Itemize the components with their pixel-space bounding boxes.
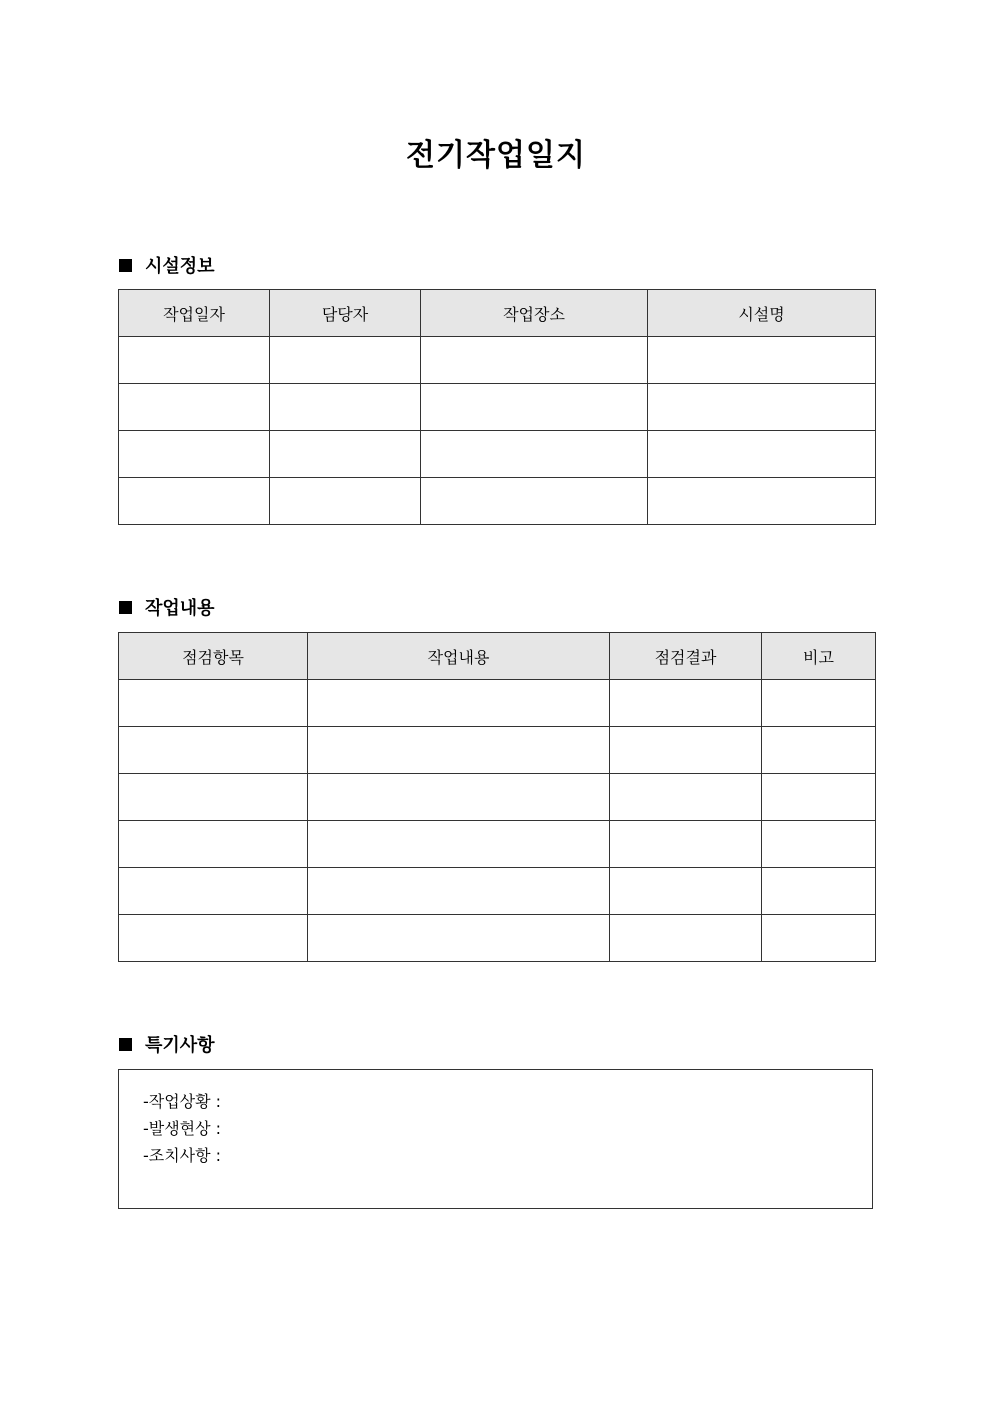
facility-section-heading (119, 252, 215, 278)
table-cell[interactable] (270, 337, 421, 384)
table-cell[interactable] (119, 478, 270, 525)
table-cell[interactable] (270, 431, 421, 478)
table-cell[interactable] (421, 337, 648, 384)
table-cell[interactable] (119, 915, 308, 962)
table-cell[interactable] (119, 431, 270, 478)
work-section-title: 작업내용 (145, 598, 215, 619)
table-cell[interactable] (762, 727, 876, 774)
column-header-inspection-result: 점검결과 (610, 633, 762, 680)
table-cell[interactable] (308, 774, 610, 821)
column-header-work-date: 작업일자 (119, 290, 270, 337)
facility-table (118, 289, 876, 525)
table-cell[interactable] (119, 727, 308, 774)
table-row (119, 337, 876, 384)
table-cell[interactable] (421, 478, 648, 525)
table-cell[interactable] (610, 821, 762, 868)
table-row (119, 680, 876, 727)
table-cell[interactable] (119, 774, 308, 821)
table-cell[interactable] (421, 384, 648, 431)
table-cell[interactable] (648, 431, 876, 478)
column-header-facility-name: 시설명 (648, 290, 876, 337)
square-bullet-icon (119, 1038, 132, 1051)
column-header-work-content: 작업내용 (308, 633, 610, 680)
square-bullet-icon (119, 601, 132, 614)
table-cell[interactable] (119, 384, 270, 431)
table-row (119, 727, 876, 774)
table-row (119, 868, 876, 915)
table-header-row (119, 633, 876, 680)
table-cell[interactable] (610, 915, 762, 962)
table-row (119, 431, 876, 478)
table-row (119, 915, 876, 962)
column-header-inspection-item: 점검항목 (119, 633, 308, 680)
table-cell[interactable] (270, 384, 421, 431)
table-cell[interactable] (308, 915, 610, 962)
facility-section-title: 시설정보 (145, 256, 215, 277)
table-row (119, 384, 876, 431)
table-cell[interactable] (762, 821, 876, 868)
notes-section-title: 특기사항 (145, 1035, 215, 1056)
table-cell[interactable] (762, 915, 876, 962)
page-title: 전기작업일지 (406, 138, 586, 173)
note-line-work-status: -작업상황 : (143, 1092, 222, 1111)
table-row (119, 821, 876, 868)
table-cell[interactable] (648, 478, 876, 525)
table-cell[interactable] (270, 478, 421, 525)
table-cell[interactable] (762, 774, 876, 821)
square-bullet-icon (119, 259, 132, 272)
table-cell[interactable] (308, 727, 610, 774)
column-header-work-location: 작업장소 (421, 290, 648, 337)
notes-box[interactable] (118, 1069, 873, 1209)
work-table (118, 632, 876, 962)
table-cell[interactable] (610, 680, 762, 727)
note-line-occurrence: -발생현상 : (143, 1119, 222, 1138)
table-cell[interactable] (762, 868, 876, 915)
table-cell[interactable] (119, 680, 308, 727)
table-cell[interactable] (610, 868, 762, 915)
column-header-manager: 담당자 (270, 290, 421, 337)
table-cell[interactable] (308, 680, 610, 727)
note-line-action-taken: -조치사항 : (143, 1146, 222, 1165)
table-cell[interactable] (648, 337, 876, 384)
table-cell[interactable] (421, 431, 648, 478)
table-cell[interactable] (308, 868, 610, 915)
table-cell[interactable] (610, 727, 762, 774)
column-header-remarks: 비고 (762, 633, 876, 680)
table-cell[interactable] (119, 821, 308, 868)
table-cell[interactable] (762, 680, 876, 727)
table-header-row (119, 290, 876, 337)
table-cell[interactable] (610, 774, 762, 821)
work-section-heading (119, 594, 215, 620)
table-cell[interactable] (119, 868, 308, 915)
table-cell[interactable] (648, 384, 876, 431)
table-cell[interactable] (119, 337, 270, 384)
notes-section-heading (119, 1031, 215, 1057)
table-row (119, 478, 876, 525)
table-row (119, 774, 876, 821)
table-cell[interactable] (308, 821, 610, 868)
